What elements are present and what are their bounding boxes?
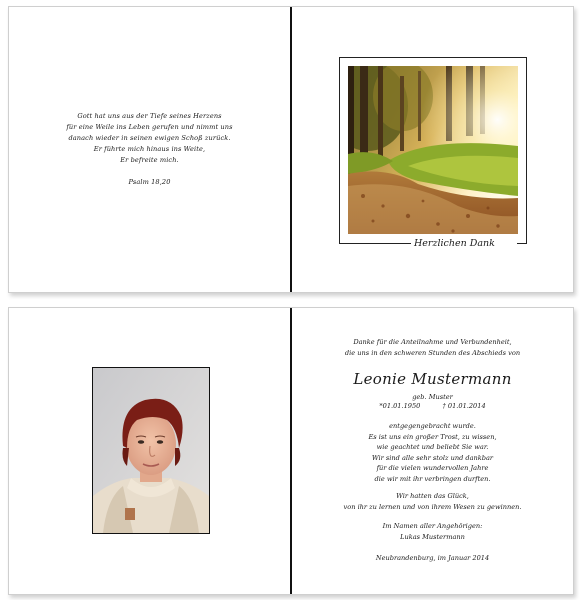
cover-photo-frame <box>339 57 527 244</box>
body-line: Wir sind alle sehr stolz und dankbar <box>371 453 494 462</box>
birth-date: *01.01.1950 <box>379 402 421 410</box>
closing-text <box>292 491 573 512</box>
life-dates <box>292 402 573 410</box>
body-line: für die vielen wundervollen Jahre <box>376 464 489 472</box>
body-line: entgegengebracht wurde. <box>389 422 476 430</box>
verse-line: danach wieder in seinen ewigen Schoß zurück. <box>68 134 231 142</box>
autumn-forest-photo <box>348 66 518 234</box>
body-text <box>292 421 573 484</box>
verse-line: Er führte mich hinaus ins Weite, <box>93 145 206 153</box>
signature-line: Im Namen aller Angehörigen: <box>382 522 483 530</box>
verse-line: für eine Weile ins Leben gerufen und nimmt uns <box>66 123 233 131</box>
card-inside <box>8 307 574 595</box>
death-date: † 01.01.2014 <box>442 402 486 410</box>
signature-text <box>292 521 573 542</box>
intro-line: die uns in den schweren Stunden des Abschieds von <box>344 348 521 357</box>
body-line: Es ist uns ein großer Trost, zu wissen, <box>368 432 497 441</box>
intro-line: Danke für die Anteilnahme und Verbundenheit, <box>353 338 512 346</box>
card-outside <box>8 6 574 293</box>
fold-line <box>290 7 292 292</box>
deceased-name: Leonie Mustermann <box>353 370 512 388</box>
verse-line: Gott hat uns aus der Tiefe seines Herzens <box>77 112 222 120</box>
woman-portrait <box>93 368 209 533</box>
born-as: geb. Muster <box>412 393 453 401</box>
cover-caption: Herzlichen Dank <box>414 238 495 249</box>
intro-text <box>292 337 573 358</box>
verse-line: Er befreite mich. <box>120 156 179 164</box>
verse-block <box>9 111 290 188</box>
body-line: wie geachtet und beliebt Sie war. <box>376 443 489 451</box>
verse-source: Psalm 18,20 <box>128 178 171 186</box>
body-line: die wir mit ihr verbringen durften. <box>374 474 491 483</box>
closing-line: Wir hatten das Glück, <box>396 492 469 500</box>
portrait-photo <box>92 367 210 534</box>
closing-line: von ihr zu lernen und von ihrem Wesen zu gewinnen. <box>343 502 522 511</box>
place-date: Neubrandenburg, im Januar 2014 <box>375 554 490 562</box>
signature-line: Lukas Mustermann <box>400 532 465 541</box>
